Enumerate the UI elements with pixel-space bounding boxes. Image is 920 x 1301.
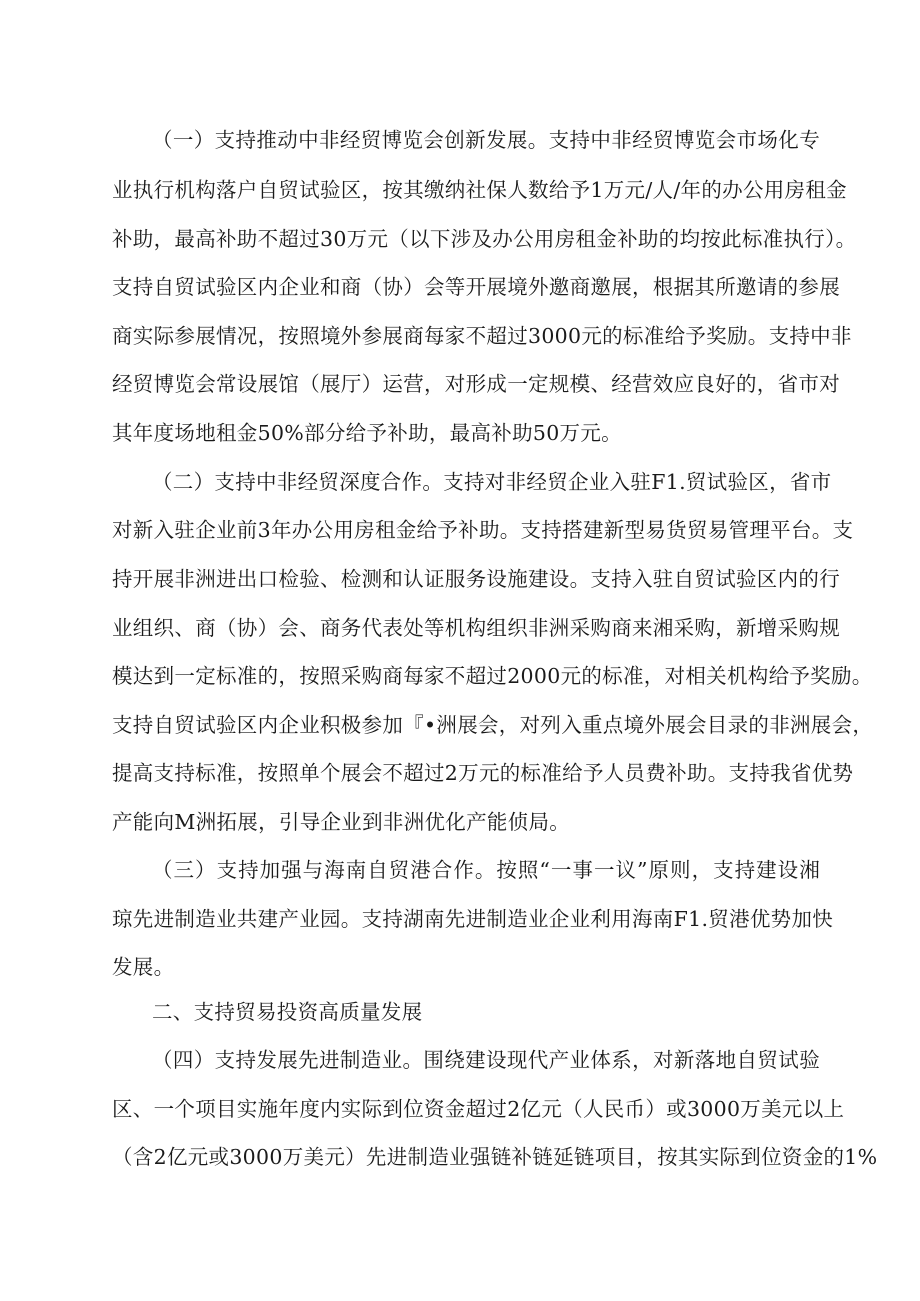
text-line: 经贸博览会常设展馆（展厅）运营，对形成一定规模、经营效应良好的，省市对 xyxy=(112,372,840,396)
text-line: 补助，最高补助不超过30万元（以下涉及办公用房租金补助的均按此标准执行）。 xyxy=(112,227,857,251)
text-line: 业组织、商（协）会、商务代表处等机构组织非洲采购商来湘采购，新增采购规 xyxy=(112,616,840,640)
text-line: 区、一个项目实施年度内实际到位资金超过2亿元（人民币）或3000万美元以上 xyxy=(112,1097,845,1121)
text-line: 商实际参展情况，按照境外参展商每家不超过3000元的标准给予奖励。支持中非 xyxy=(112,324,852,348)
text-line: 琼先进制造业共建产业园。支持湖南先进制造业企业利用海南F1.贸港优势加快 xyxy=(112,907,834,931)
text-line: 产能向M洲拓展，引导企业到非洲优化产能侦局。 xyxy=(112,810,571,834)
text-line: 其年度场地租金50%部分给予补助，最高补助50万元。 xyxy=(112,421,622,445)
text-line: 业执行机构落户自贸试验区，按其缴纳社保人数给予1万元/人/年的办公用房租金 xyxy=(112,178,847,202)
text-line: （四）支持发展先进制造业。围绕建设现代产业体系，对新落地自贸试验 xyxy=(152,1048,820,1072)
section-heading: 二、支持贸易投资高质量发展 xyxy=(152,1000,423,1024)
text-line: （三）支持加强与海南自贸港合作。按照“一事一议”原则，支持建设湘 xyxy=(152,858,820,882)
text-line: （二）支持中非经贸深度合作。支持对非经贸企业入驻F1.贸试验区，省市 xyxy=(152,470,832,494)
text-line: 发展。 xyxy=(112,955,175,979)
text-line: （含2亿元或3000万美元）先进制造业强链补链延链项目，按其实际到位资金的1% xyxy=(112,1145,878,1169)
text-line: 对新入驻企业前3年办公用房租金给予补助。支持搭建新型易货贸易管理平台。支 xyxy=(112,518,854,542)
text-line: 持开展非洲进出口检验、检测和认证服务设施建设。支持入驻自贸试验区内的行 xyxy=(112,567,840,591)
text-line: 支持自贸试验区内企业积极参加『•洲展会，对列入重点境外展会目录的非洲展会， xyxy=(112,713,874,737)
text-line: （一）支持推动中非经贸博览会创新发展。支持中非经贸博览会市场化专 xyxy=(152,128,820,152)
text-line: 模达到一定标准的，按照采购商每家不超过2000元的标准，对相关机构给予奖励。 xyxy=(112,664,873,688)
text-line: 支持自贸试验区内企业和商（协）会等开展境外邀商邀展，根据其所邀请的参展 xyxy=(112,275,840,299)
text-line: 提高支持标准，按照单个展会不超过2万元的标准给予人员费补助。支持我省优势 xyxy=(112,761,854,785)
